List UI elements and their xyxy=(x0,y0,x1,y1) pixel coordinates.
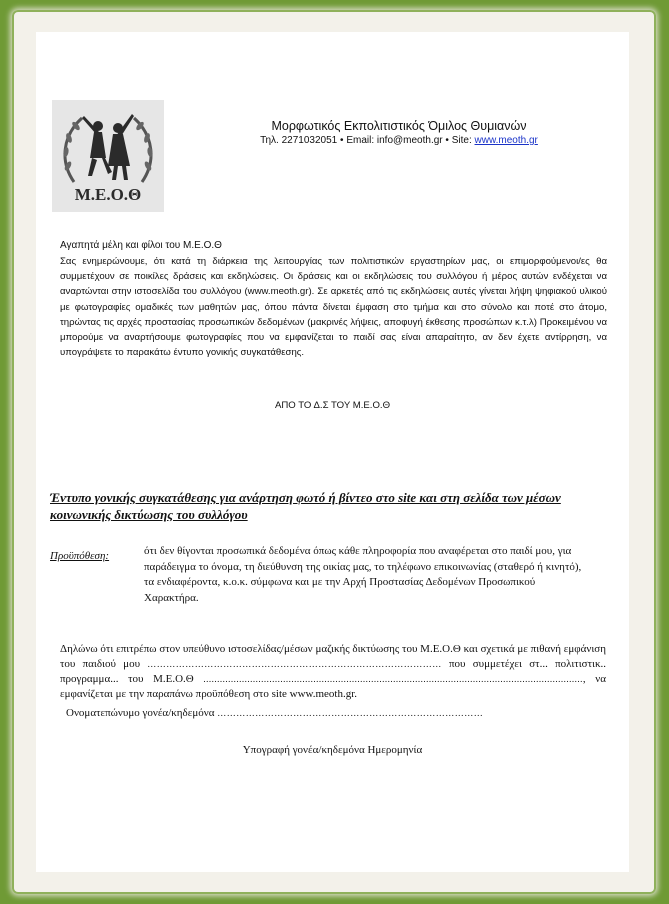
organization-name: Μορφωτικός Εκπολιτιστικός Όμιλος Θυμιανών xyxy=(271,119,527,133)
email-address: info@meoth.gr xyxy=(376,135,443,146)
declaration-text-1: Δηλώνω ότι επιτρέπω στον υπεύθυνο ιστοσελίδας/μέσων μαζικής δικτύωσης του Μ.Ε.Ο.Θ και σχετικά με πιθανή εμφάνιση του παιδιού μου xyxy=(60,643,606,670)
consent-declaration xyxy=(60,642,606,702)
child-name-field[interactable]: ………………………………………………………………………………… xyxy=(147,659,442,669)
declaration-text-3: , να εμφανίζεται με την παραπάνω προϋπόθεση στο site www.meoth.gr. xyxy=(60,673,606,700)
separator-bullet: • xyxy=(445,135,449,146)
letter-body: Σας ενημερώνουμε, ότι κατά τη διάρκεια της λειτουργίας των πολιτιστικών εργαστηρίων μας, οι επιμορφούμενοι/ες θα συμμετέχουν σε ποικίλες δράσεις και εκδηλώσεις. Οι δράσεις και οι εκδηλώσεις του συλλόγου ή μέρος αυτών ενδέχεται να αναρτώνται στην ιστοσελίδα του συλλόγου (www.meoth.gr). Σε αρκετές από τις εκδηλώσεις αυτές γίνεται λήψη ψηφιακού υλικού με φωτογραφίες ομαδικές των μαθητών μας, όπου πάντα δίνεται έμφαση στο τμήμα και στο σύνολο και ποτέ στο άτομο, τηρώντας τις αρχές προστασίας προσωπικών δεδομένων (μακρινές λήψεις, αποφυγή έκθεσης προσώπων κ.τ.λ) Προκειμένου να μπορούμε να αναρτήσουμε φωτογραφίες που να εμφανίζεται το παιδί σας είναι απαραίτητο, αν δεν έχετε αντίρρηση, να υπογράψετε το παρακάτω έντυπο γονικής συγκατάθεσης. xyxy=(60,256,607,359)
phone-label: Τηλ. xyxy=(260,135,279,146)
board-signoff: ΑΠΟ ΤΟ Δ.Σ ΤΟΥ Μ.Ε.Ο.Θ xyxy=(274,400,391,411)
document-page xyxy=(36,32,629,872)
separator-bullet: • xyxy=(340,135,344,146)
prerequisite-text: ότι δεν θίγονται προσωπικά δεδομένα όπως κάθε πληροφορία που αναφέρεται στο παιδί μου, για παράδειγμα το όνομα, τη διεύθυνση της οικίας μας, το τηλέφωνο επικοινωνίας (σταθερό ή κινητό), τα ενδιαφέροντα, κ.ο.κ. σύμφωνα και με την Αρχή Προστασίας Δεδομένων Προσωπικού Χαρακτήρα. xyxy=(144,545,582,604)
program-field[interactable]: .......................................................................................................................................... xyxy=(203,674,583,684)
greeting: Αγαπητά μέλη και φίλοι του Μ.Ε.Ο.Θ xyxy=(60,240,222,251)
phone-number: 2271032051 xyxy=(281,135,338,146)
club-logo xyxy=(52,100,164,212)
website-link[interactable]: www.meoth.gr xyxy=(474,135,538,146)
dancers-logo-icon xyxy=(52,100,164,212)
guardian-name-field[interactable]: ………………………………………………………………………… xyxy=(217,708,484,718)
declaration-text-2: που συμμετέχει στ... πολιτιστικ.. προγραμμα... του Μ.Ε.Ο.Θ xyxy=(60,658,607,685)
guardian-name-label: Ονοματεπώνυμο γονέα/κηδεμόνα xyxy=(66,707,215,719)
letterhead xyxy=(184,118,614,148)
logo-text: Μ.Ε.Ο.Θ xyxy=(74,185,142,204)
guardian-name-line xyxy=(66,707,606,719)
contact-line xyxy=(184,134,614,148)
consent-form-title: Έντυπο γονικής συγκατάθεσης για ανάρτηση φωτό ή βίντεο στο site και στη σελίδα των μέσων κοινωνικής δικτύωσης του συλλόγου xyxy=(50,490,561,522)
signature-date-line: Υπογραφή γονέα/κηδεμόνα Ημερομηνία xyxy=(242,744,423,756)
prerequisite-label: Προϋπόθεση: xyxy=(50,550,110,562)
email-label: Email: xyxy=(346,135,375,146)
site-label: Site: xyxy=(451,135,472,146)
